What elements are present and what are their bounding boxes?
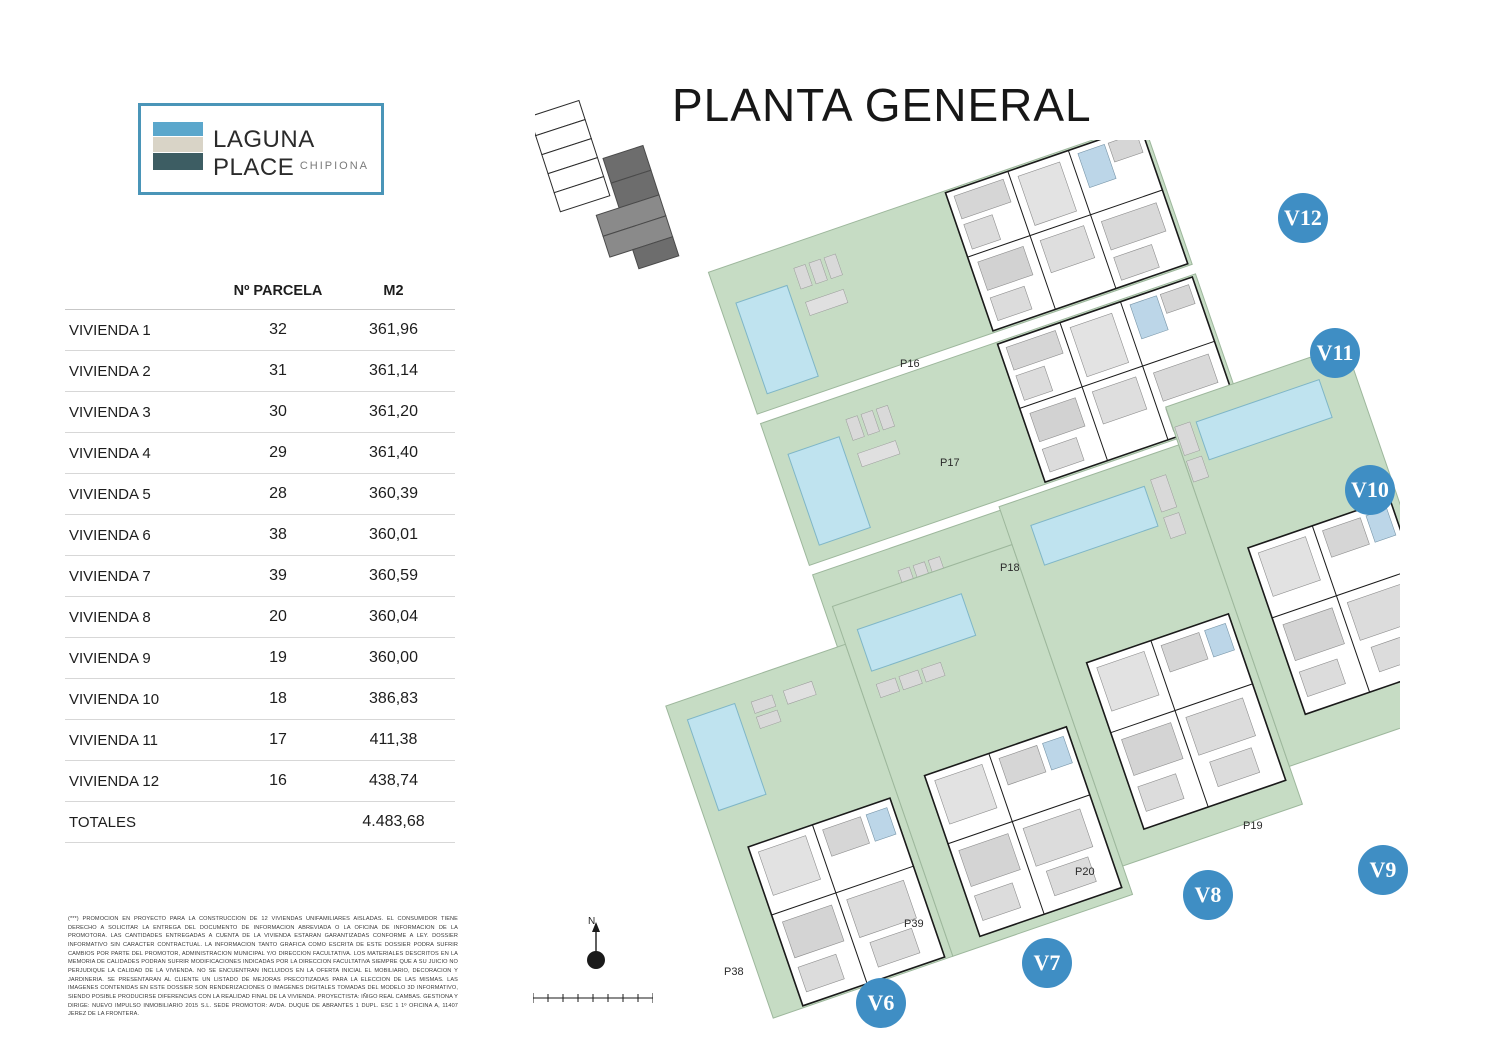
- table-row: [65, 761, 455, 802]
- table-header-row: [65, 275, 455, 310]
- row-parcela: 19: [224, 638, 332, 679]
- table-row: [65, 474, 455, 515]
- row-parcela: 18: [224, 679, 332, 720]
- row-m2: 361,14: [332, 351, 455, 392]
- parcel-label-p38: P38: [724, 966, 744, 978]
- row-name: VIVIENDA 4: [65, 433, 224, 474]
- villa-badge-v6[interactable]: V6: [856, 978, 906, 1028]
- table-row: [65, 433, 455, 474]
- parcel-label-p18: P18: [1000, 562, 1020, 574]
- parcel-table: [65, 275, 455, 843]
- row-name: VIVIENDA 2: [65, 351, 224, 392]
- parcel-label-p19: P19: [1243, 820, 1263, 832]
- villa-badge-v11[interactable]: V11: [1310, 328, 1360, 378]
- row-parcela: 28: [224, 474, 332, 515]
- site-plan-drawing: [600, 140, 1400, 1040]
- table-row: [65, 351, 455, 392]
- row-name: VIVIENDA 7: [65, 556, 224, 597]
- table-header-m2: M2: [332, 275, 455, 310]
- villa-badge-v10[interactable]: V10: [1345, 465, 1395, 515]
- row-parcela: 31: [224, 351, 332, 392]
- row-m2: 411,38: [332, 720, 455, 761]
- row-name: VIVIENDA 1: [65, 310, 224, 351]
- row-m2: 360,04: [332, 597, 455, 638]
- row-name: VIVIENDA 5: [65, 474, 224, 515]
- table-row: [65, 392, 455, 433]
- parcel-label-p39: P39: [904, 918, 924, 930]
- row-parcela: 39: [224, 556, 332, 597]
- logo-subtitle: CHIPIONA: [299, 160, 369, 172]
- row-name: VIVIENDA 10: [65, 679, 224, 720]
- parcel-table-wrapper: [65, 275, 455, 843]
- parcel-label-p17: P17: [940, 457, 960, 469]
- row-parcela: 20: [224, 597, 332, 638]
- row-m2: 361,96: [332, 310, 455, 351]
- table-row: [65, 720, 455, 761]
- table-header-blank: [65, 275, 224, 310]
- row-name: VIVIENDA 9: [65, 638, 224, 679]
- row-parcela: 38: [224, 515, 332, 556]
- row-parcela: 32: [224, 310, 332, 351]
- table-header-parcela: Nº PARCELA: [224, 275, 332, 310]
- row-m2: 386,83: [332, 679, 455, 720]
- table-totals-row: [65, 802, 455, 843]
- totals-m2: 4.483,68: [332, 802, 455, 843]
- row-name: VIVIENDA 11: [65, 720, 224, 761]
- parcel-label-p20: P20: [1075, 866, 1095, 878]
- row-m2: 360,00: [332, 638, 455, 679]
- row-m2: 361,20: [332, 392, 455, 433]
- row-m2: 438,74: [332, 761, 455, 802]
- villa-badge-v8[interactable]: V8: [1183, 870, 1233, 920]
- row-name: VIVIENDA 6: [65, 515, 224, 556]
- totals-label: TOTALES: [65, 802, 224, 843]
- row-parcela: 30: [224, 392, 332, 433]
- north-arrow-icon: [578, 918, 614, 972]
- table-row: [65, 679, 455, 720]
- row-m2: 361,40: [332, 433, 455, 474]
- row-m2: 360,01: [332, 515, 455, 556]
- row-parcela: 29: [224, 433, 332, 474]
- table-row: [65, 310, 455, 351]
- parcel-label-p16: P16: [900, 358, 920, 370]
- totals-parcela: [224, 802, 332, 843]
- table-row: [65, 638, 455, 679]
- row-parcela: 16: [224, 761, 332, 802]
- row-m2: 360,39: [332, 474, 455, 515]
- page-title: PLANTA GENERAL: [672, 79, 1092, 131]
- north-label: N: [588, 916, 596, 927]
- row-name: VIVIENDA 12: [65, 761, 224, 802]
- table-row: [65, 515, 455, 556]
- logo: [138, 103, 384, 195]
- villa-badge-v7[interactable]: V7: [1022, 938, 1072, 988]
- scale-bar: [533, 992, 653, 1004]
- villa-badge-v9[interactable]: V9: [1358, 845, 1408, 895]
- villa-badge-v12[interactable]: V12: [1278, 193, 1328, 243]
- row-name: VIVIENDA 8: [65, 597, 224, 638]
- legal-disclaimer: (***) PROMOCION EN PROYECTO PARA LA CONSTRUCCION DE 12 VIVIENDAS UNIFAMILIARES AISLADAS. EL CONSUMIDOR TIENE DERECHO A SOLICITAR LA ENTREGA DEL DOCUMENTO DE INFORMACION ABREVIADA O LA OFICINA DE INFORMACION DE LA PROMOTORA. LAS CANTIDADES ENTREGADAS A CUENTA DE LA VIVIENDA ESTARAN GARANTIZADAS CONFORME A LEY. DOSSIER INFORMATIVO SIN CARACTER CONTRACTUAL. LA INFORMACION TANTO GRAFICA COMO ESCRITA DE ESTE DOSSIER PODRA SUFRIR CAMBIOS POR PARTE DEL PROMOTOR, ADMINISTRACION MUNICIPAL Y/O DIRECCION FACULTATIVA. LOS MATERIALES DESCRITOS EN LA MEMORIA DE CALIDADES PODRAN SUFRIR MODIFICACIONES INDICADAS POR LA DIRECCION FACULTATIVA SIEMPRE QUE A SU JUICIO NO PERJUDIQUE LA CALIDAD DE LA VIVIENDA. NO SE ENCUENTRAN INCLUIDOS EN LA OFERTA INICIAL EL MOBILIARIO, DECORACION Y JARDINERIA. SE PRESENTARAN AL CLIENTE UN LISTADO DE MEJORAS PRECOTIZADAS PARA LA ELECCION DE LAS MISMAS. LAS IMAGENES CONTENIDAS EN ESTE DOSSIER SON RENDERIZACIONES O IMAGENES DIGITALES TOMADAS DEL MODELO 3D INFORMATIVO, SIENDO POSIBLE PRODUCIRSE DIFERENCIAS CON LA REALIDAD FINAL DE LA VIVIENDA. PROYECTISTA: IÑIGO REAL CAMBAS. GESTIONA Y DIRIGE: NUEVO IMPULSO INMOBILIARIO 2015 S.L. SEDE PROMOTOR: AVDA. DUQUE DE ABRANTES 1 DUPL. ESC 1 1º OFICINA A, 11407 JEREZ DE LA FRONTERA.: [68, 916, 458, 1018]
- logo-swatch-icon: [153, 122, 203, 170]
- row-parcela: 17: [224, 720, 332, 761]
- table-row: [65, 597, 455, 638]
- table-row: [65, 556, 455, 597]
- row-m2: 360,59: [332, 556, 455, 597]
- row-name: VIVIENDA 3: [65, 392, 224, 433]
- logo-title: LAGUNA PLACE: [213, 126, 314, 181]
